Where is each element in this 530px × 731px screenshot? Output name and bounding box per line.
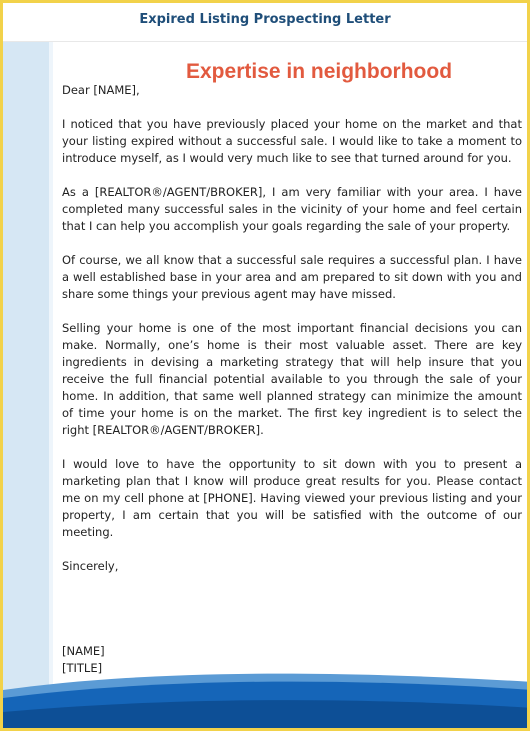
signature-name: [NAME] — [62, 644, 105, 658]
paragraph-strategy: Selling your home is one of the most important financial decisions you can make. Normally, one’s home is their most valuable asset. There are key ingredients in devising a marketing strategy that will help insure that you receive the full financial potential available to you through the sale of your home. In addition, that same well planned strategy can minimize the amount of time your home is on the market. The first key ingredient is to select the right [REALTOR®/AGENT/BROKER]. — [62, 321, 522, 437]
page-title: Expired Listing Prospecting Letter — [139, 12, 391, 27]
header-bar — [3, 3, 527, 42]
paragraph-plan: Of course, we all know that a successful sale requires a successful plan. I have a well established base in your area and am prepared to sit down with you and share some things your previous agent may have missed. — [62, 253, 522, 301]
paragraph-invitation: I would love to have the opportunity to sit down with you to present a marketing plan that I know will produce great results for you. Please contact me on my cell phone at [PHONE]. Having viewed your previous listing and your property, I am certain that you will be satisfied with the outcome of our meeting. — [62, 457, 522, 539]
side-stripe — [3, 42, 50, 731]
paragraph-intro: I noticed that you have previously placed your home on the market and that your listing expired without a successful sale. I would like to take a moment to introduce myself, as I would very much like to see that turned around for you. — [62, 117, 522, 165]
signature-title: [TITLE] — [62, 661, 103, 675]
footer-wave — [3, 668, 530, 728]
letter-body — [62, 82, 522, 677]
annotation-label: Expertise in neighborhood — [186, 60, 453, 83]
side-stripe-highlight — [49, 42, 53, 731]
paragraph-expertise: As a [REALTOR®/AGENT/BROKER], I am very familiar with your area. I have completed many successful sales in the vicinity of your home and feel certain that I can help you accomplish your goals regarding the sale of your property. — [62, 185, 522, 233]
closing: Sincerely, — [62, 559, 119, 573]
signature-space — [62, 575, 522, 643]
salutation: Dear [NAME], — [62, 83, 140, 97]
